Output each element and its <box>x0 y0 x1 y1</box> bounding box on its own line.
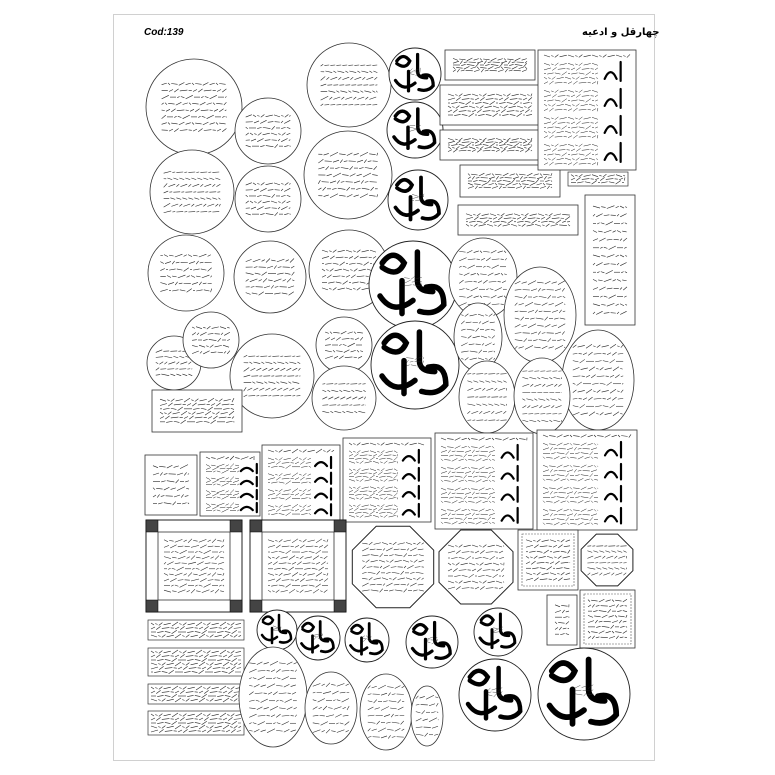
calligraphy-circle <box>148 235 224 311</box>
calligraphy-strip <box>148 620 244 640</box>
calligraphy-strip <box>148 684 244 704</box>
four-qul-oval <box>305 672 357 744</box>
four-qul-emblem <box>474 608 522 656</box>
four-qul-emblem <box>371 321 459 409</box>
four-qul-panel <box>262 445 340 520</box>
four-qul-emblem <box>296 616 340 660</box>
calligraphy-oval <box>454 303 502 371</box>
sheet-title: چهارقل و ادعیه <box>582 27 660 38</box>
calligraphy-circle <box>183 312 239 368</box>
calligraphy-block <box>580 590 635 648</box>
calligraphy-circle <box>316 317 372 373</box>
calligraphy-circle <box>234 241 306 313</box>
four-qul-emblem <box>459 659 531 731</box>
calligraphy-block <box>547 595 577 645</box>
four-qul-emblem <box>406 616 458 668</box>
calligraphy-block <box>458 205 578 235</box>
octagonal-prayer <box>439 530 513 604</box>
calligraphy-circle <box>150 150 234 234</box>
calligraphy-circle <box>235 166 301 232</box>
four-qul-emblem <box>345 618 389 662</box>
calligraphy-oval <box>504 267 576 363</box>
four-qul-emblem <box>369 241 457 329</box>
calligraphy-block <box>518 530 578 590</box>
calligraphy-strip <box>148 648 244 676</box>
calligraphy-circle <box>146 59 242 155</box>
four-qul-emblem <box>257 610 297 650</box>
calligraphy-block <box>145 455 197 515</box>
four-qul-emblem <box>388 170 448 230</box>
calligraphy-block <box>445 50 535 80</box>
calligraphy-circle <box>307 43 391 127</box>
four-qul-panel <box>537 430 637 530</box>
four-qul-emblem <box>389 48 441 100</box>
calligraphy-oval <box>562 330 634 430</box>
calligraphy-strip <box>148 711 244 735</box>
octagonal-prayer <box>581 534 633 586</box>
product-code: Cod:139 <box>144 27 184 38</box>
calligraphy-circle <box>235 98 301 164</box>
calligraphy-circle <box>230 334 314 418</box>
four-qul-panel <box>343 438 431 522</box>
calligraphy-circle <box>312 366 376 430</box>
calligraphy-block <box>152 390 242 432</box>
four-qul-oval <box>411 686 443 746</box>
four-qul-oval <box>360 674 412 750</box>
calligraphy-block <box>585 195 635 325</box>
calligraphy-block <box>440 85 540 125</box>
four-qul-emblem <box>387 102 443 158</box>
calligraphy-oval <box>459 361 515 433</box>
four-qul-panel <box>435 433 533 529</box>
octagonal-prayer <box>352 526 433 607</box>
four-qul-panel <box>200 452 260 516</box>
four-qul-panel <box>538 50 636 170</box>
ornate-framed-prayer <box>146 520 242 612</box>
four-qul-oval <box>239 647 307 747</box>
calligraphy-block <box>440 130 540 160</box>
ornate-framed-prayer <box>250 520 346 612</box>
four-qul-emblem <box>538 648 630 740</box>
calligraphy-circle <box>304 131 392 219</box>
calligraphy-oval <box>514 358 570 434</box>
calligraphy-strip <box>568 172 628 186</box>
